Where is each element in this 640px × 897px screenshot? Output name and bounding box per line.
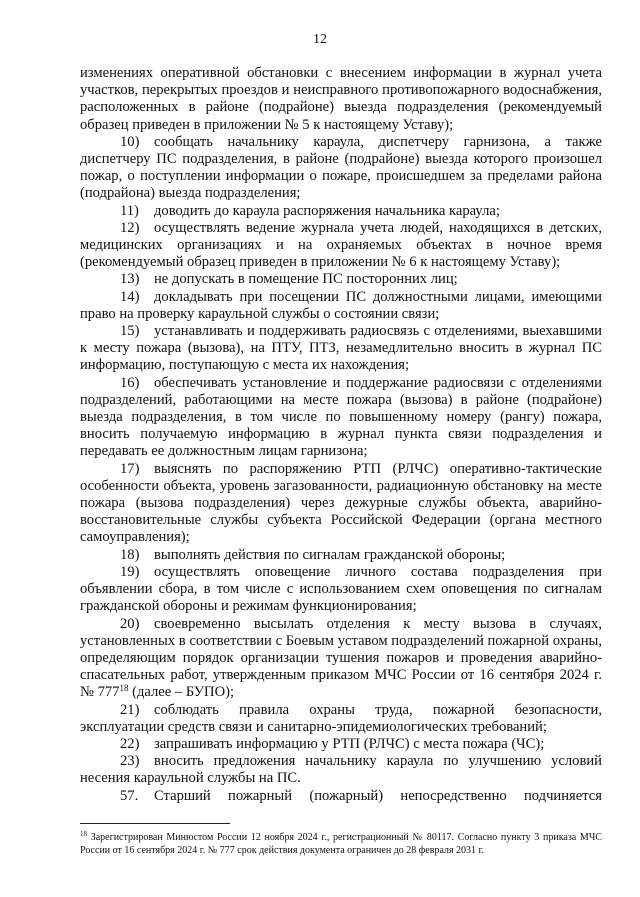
item-text: выяснять по распоряжению РТП (РЛЧС) оперативно-тактические особенности объекта, уровень загазованности, радиационную обстановку на месте пожара (вызова подразделения) через дежурные службы объекта, аварийно-восстановительные службы субъекта Российской Федерации (органа местного самоуправления); xyxy=(80,460,602,546)
page-number: 12 xyxy=(313,32,327,47)
item-text: осуществлять ведение журнала учета людей, находящихся в детских, медицинских организациях и на охраняемых объектах в ночное время (рекомендуемый образец приведен в приложении № 6 к настоящему Уставу); xyxy=(80,219,602,271)
item-text: Старший пожарный (пожарный) непосредственно подчиняется xyxy=(154,787,602,804)
list-item-15 xyxy=(80,323,602,375)
item-number: 21) xyxy=(120,701,140,718)
item-text: доводить до караула распоряжения начальника караула; xyxy=(154,202,500,219)
item-text: обеспечивать установление и поддержание радиосвязи с отделениями подразделений, работающими на месте пожара (вызова) в районе (подрайоне) выезда подразделения, в том числе по повышенному номеру (рангу) пожара, вносить получаемую информацию в журнал пункта связи подразделения и передавать ее должностным лицам гарнизона; xyxy=(80,374,602,460)
item-number: 17) xyxy=(120,460,140,477)
item-number: 12) xyxy=(120,219,140,236)
paragraph-57 xyxy=(80,788,602,805)
item-number: 11) xyxy=(120,202,139,219)
item-number: 19) xyxy=(120,563,140,580)
item-number: 15) xyxy=(120,323,140,340)
item-text: запрашивать информацию у РТП (РЛЧС) с места пожара (ЧС); xyxy=(154,735,545,752)
item-text: осуществлять оповещение личного состава подразделения при объявлении сбора, в том числе с использованием схем оповещения по сигналам гражданской обороны и режимам функционирования; xyxy=(80,563,602,615)
list-item-16 xyxy=(80,375,602,461)
item-number: 13) xyxy=(120,271,140,288)
item-number: 22) xyxy=(120,735,140,752)
item-number: 14) xyxy=(120,288,140,305)
footnote-mark: 18 xyxy=(80,830,87,838)
list-item-20 xyxy=(80,616,602,702)
list-item-10 xyxy=(80,134,602,203)
item-number: 20) xyxy=(120,615,140,632)
footnote-divider xyxy=(80,823,230,824)
item-number: 16) xyxy=(120,374,140,391)
item-number: 23) xyxy=(120,753,140,770)
list-item-18 xyxy=(80,547,602,564)
list-item-23 xyxy=(80,753,602,787)
document-body xyxy=(80,65,602,805)
paragraph-continuation: изменениях оперативной обстановки с внесением информации в журнал учета участков, перекрытых проездов и неисправного противопожарного водоснабжения, расположенных в районе (подрайоне) выезда подразделения (рекомендуемый образец приведен в приложении № 5 к настоящему Уставу); xyxy=(80,65,602,133)
item-number: 18) xyxy=(120,546,140,563)
item-text: докладывать при посещении ПС должностными лицами, имеющими право на проверку караульной службы о состоянии связи; xyxy=(80,288,602,322)
item-number: 57. xyxy=(120,787,139,804)
list-item-13 xyxy=(80,271,602,288)
footnote-reference: 18 xyxy=(119,683,129,694)
item-number: 10) xyxy=(120,133,140,150)
item-text: устанавливать и поддерживать радиосвязь с отделениями, выехавшими к месту пожара (вызова), на ПТУ, ПТЗ, незамедлительно вносить в журнал ПС информацию, поступающую с места их нахождения; xyxy=(80,323,602,374)
list-item-19 xyxy=(80,564,602,616)
list-item-17 xyxy=(80,461,602,547)
item-text: выполнять действия по сигналам гражданской обороны; xyxy=(154,546,506,563)
item-text: вносить предложения начальнику караула по улучшению условий несения караульной службы на ПС. xyxy=(80,753,602,787)
item-text: не допускать в помещение ПС посторонних лиц; xyxy=(154,271,458,288)
footnote-text: Зарегистрирован Минюстом России 12 ноября 2024 г., регистрационный № 80117. Согласно пункту 3 приказа МЧС России от 16 сентября 2024 г. № 777 срок действия документа ограничен до 28 февраля 2031 г. xyxy=(80,832,602,856)
item-text: своевременно высылать отделения к месту вызова в случаях, установленных в соответствии с Боевым уставом подразделений пожарной охраны, определяющим порядок организации тушения пожаров и проведения аварийно-спасательных работ, утвержденным приказом МЧС России от 16 сентября 2024 г. № 777 xyxy=(80,615,602,701)
list-item-12 xyxy=(80,220,602,272)
footnote xyxy=(80,828,602,857)
list-item-21 xyxy=(80,702,602,736)
item-text-tail: (далее – БУПО); xyxy=(128,684,235,701)
list-item-14 xyxy=(80,289,602,323)
item-text: соблюдать правила охраны труда, пожарной безопасности, эксплуатации средств связи и санитарно-эпидемиологических требований; xyxy=(80,701,602,735)
item-text: сообщать начальнику караула, диспетчеру гарнизона, а также диспетчеру ПС подразделения, в районе (подрайоне) выезда которого произошел пожар, о поступлении информации о пожаре, происшедшем за пределами района (подрайона) выезда подразделения; xyxy=(80,133,602,202)
list-item-22 xyxy=(80,736,602,753)
list-item-11 xyxy=(80,203,602,220)
